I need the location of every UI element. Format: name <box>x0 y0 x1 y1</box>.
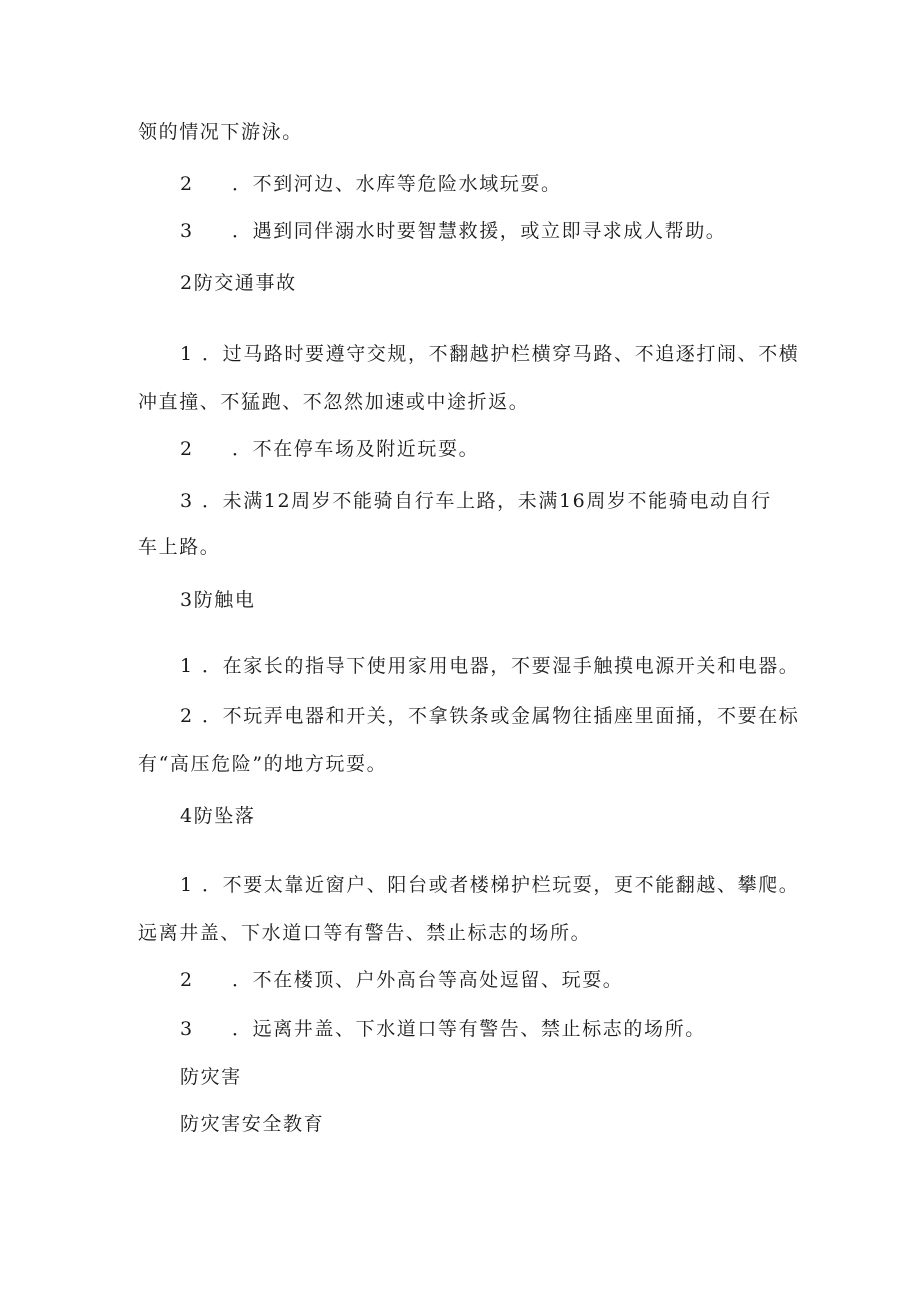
list-item <box>180 968 623 992</box>
list-item <box>180 704 799 728</box>
line-text: ．过马路时要遵守交规，不翻越护栏横穿马路、不追逐打闹、不横 <box>202 343 800 365</box>
item-number: 3 <box>180 1018 194 1040</box>
line-text: 防灾害安全教育 <box>180 1113 325 1135</box>
section-number: 2 <box>180 272 194 294</box>
list-item <box>180 219 726 243</box>
line-text: 防交通事故 <box>193 272 297 294</box>
section-heading <box>180 804 256 828</box>
list-item <box>180 1017 706 1041</box>
line-text: ．远离井盖、下水道口等有警告、禁止标志的场所。 <box>232 1018 706 1040</box>
section-number: 3 <box>180 589 194 611</box>
line-text: 远离井盖、下水道口等有警告、禁止标志的场所。 <box>138 922 592 944</box>
line-text: ．未满12周岁不能骑自行车上路，未满16周岁不能骑电动自行 <box>202 490 772 512</box>
line-text: 防触电 <box>193 589 256 611</box>
text-line <box>138 752 387 776</box>
list-item <box>180 873 799 897</box>
section-heading <box>180 588 256 612</box>
item-number: 2 <box>180 705 194 727</box>
line-text: 车上路。 <box>138 536 221 558</box>
line-text: 领的情况下游泳。 <box>138 121 303 143</box>
line-text: ．不玩弄电器和开关，不拿铁条或金属物往插座里面捅，不要在标 <box>202 705 800 727</box>
item-number: 2 <box>180 438 194 460</box>
section-heading <box>180 1112 324 1136</box>
text-line <box>138 921 591 945</box>
line-text: ．不在停车场及附近玩耍。 <box>232 438 480 460</box>
line-text: 冲直撞、不猛跑、不忽然加速或中途折返。 <box>138 391 530 413</box>
item-number: 2 <box>180 969 194 991</box>
list-item <box>180 342 799 366</box>
list-item <box>180 489 772 513</box>
text-line <box>138 535 220 559</box>
line-text: ．在家长的指导下使用家用电器，不要湿手触摸电源开关和电器。 <box>202 655 800 677</box>
line-text: ．不要太靠近窗户、阳台或者楼梯护栏玩耍，更不能翻越、攀爬。 <box>202 874 800 896</box>
text-line <box>138 390 529 414</box>
item-number: 3 <box>180 490 194 512</box>
line-text: ．不在楼顶、户外高台等高处逗留、玩耍。 <box>232 969 624 991</box>
item-number: 3 <box>180 220 194 242</box>
text-line <box>138 120 303 144</box>
line-text: 有“高压危险”的地方玩耍。 <box>138 753 388 775</box>
section-heading <box>180 1065 242 1089</box>
item-number: 1 <box>180 655 194 677</box>
list-item <box>180 437 479 461</box>
list-item <box>180 172 562 196</box>
section-heading <box>180 271 297 295</box>
line-text: ．不到河边、水库等危险水域玩耍。 <box>232 173 562 195</box>
list-item <box>180 654 799 678</box>
line-text: 防灾害 <box>180 1066 242 1088</box>
section-number: 4 <box>180 805 194 827</box>
item-number: 1 <box>180 343 194 365</box>
line-text: ．遇到同伴溺水时要智慧救援，或立即寻求成人帮助。 <box>232 220 727 242</box>
item-number: 2 <box>180 173 194 195</box>
line-text: 防坠落 <box>193 805 256 827</box>
item-number: 1 <box>180 874 194 896</box>
